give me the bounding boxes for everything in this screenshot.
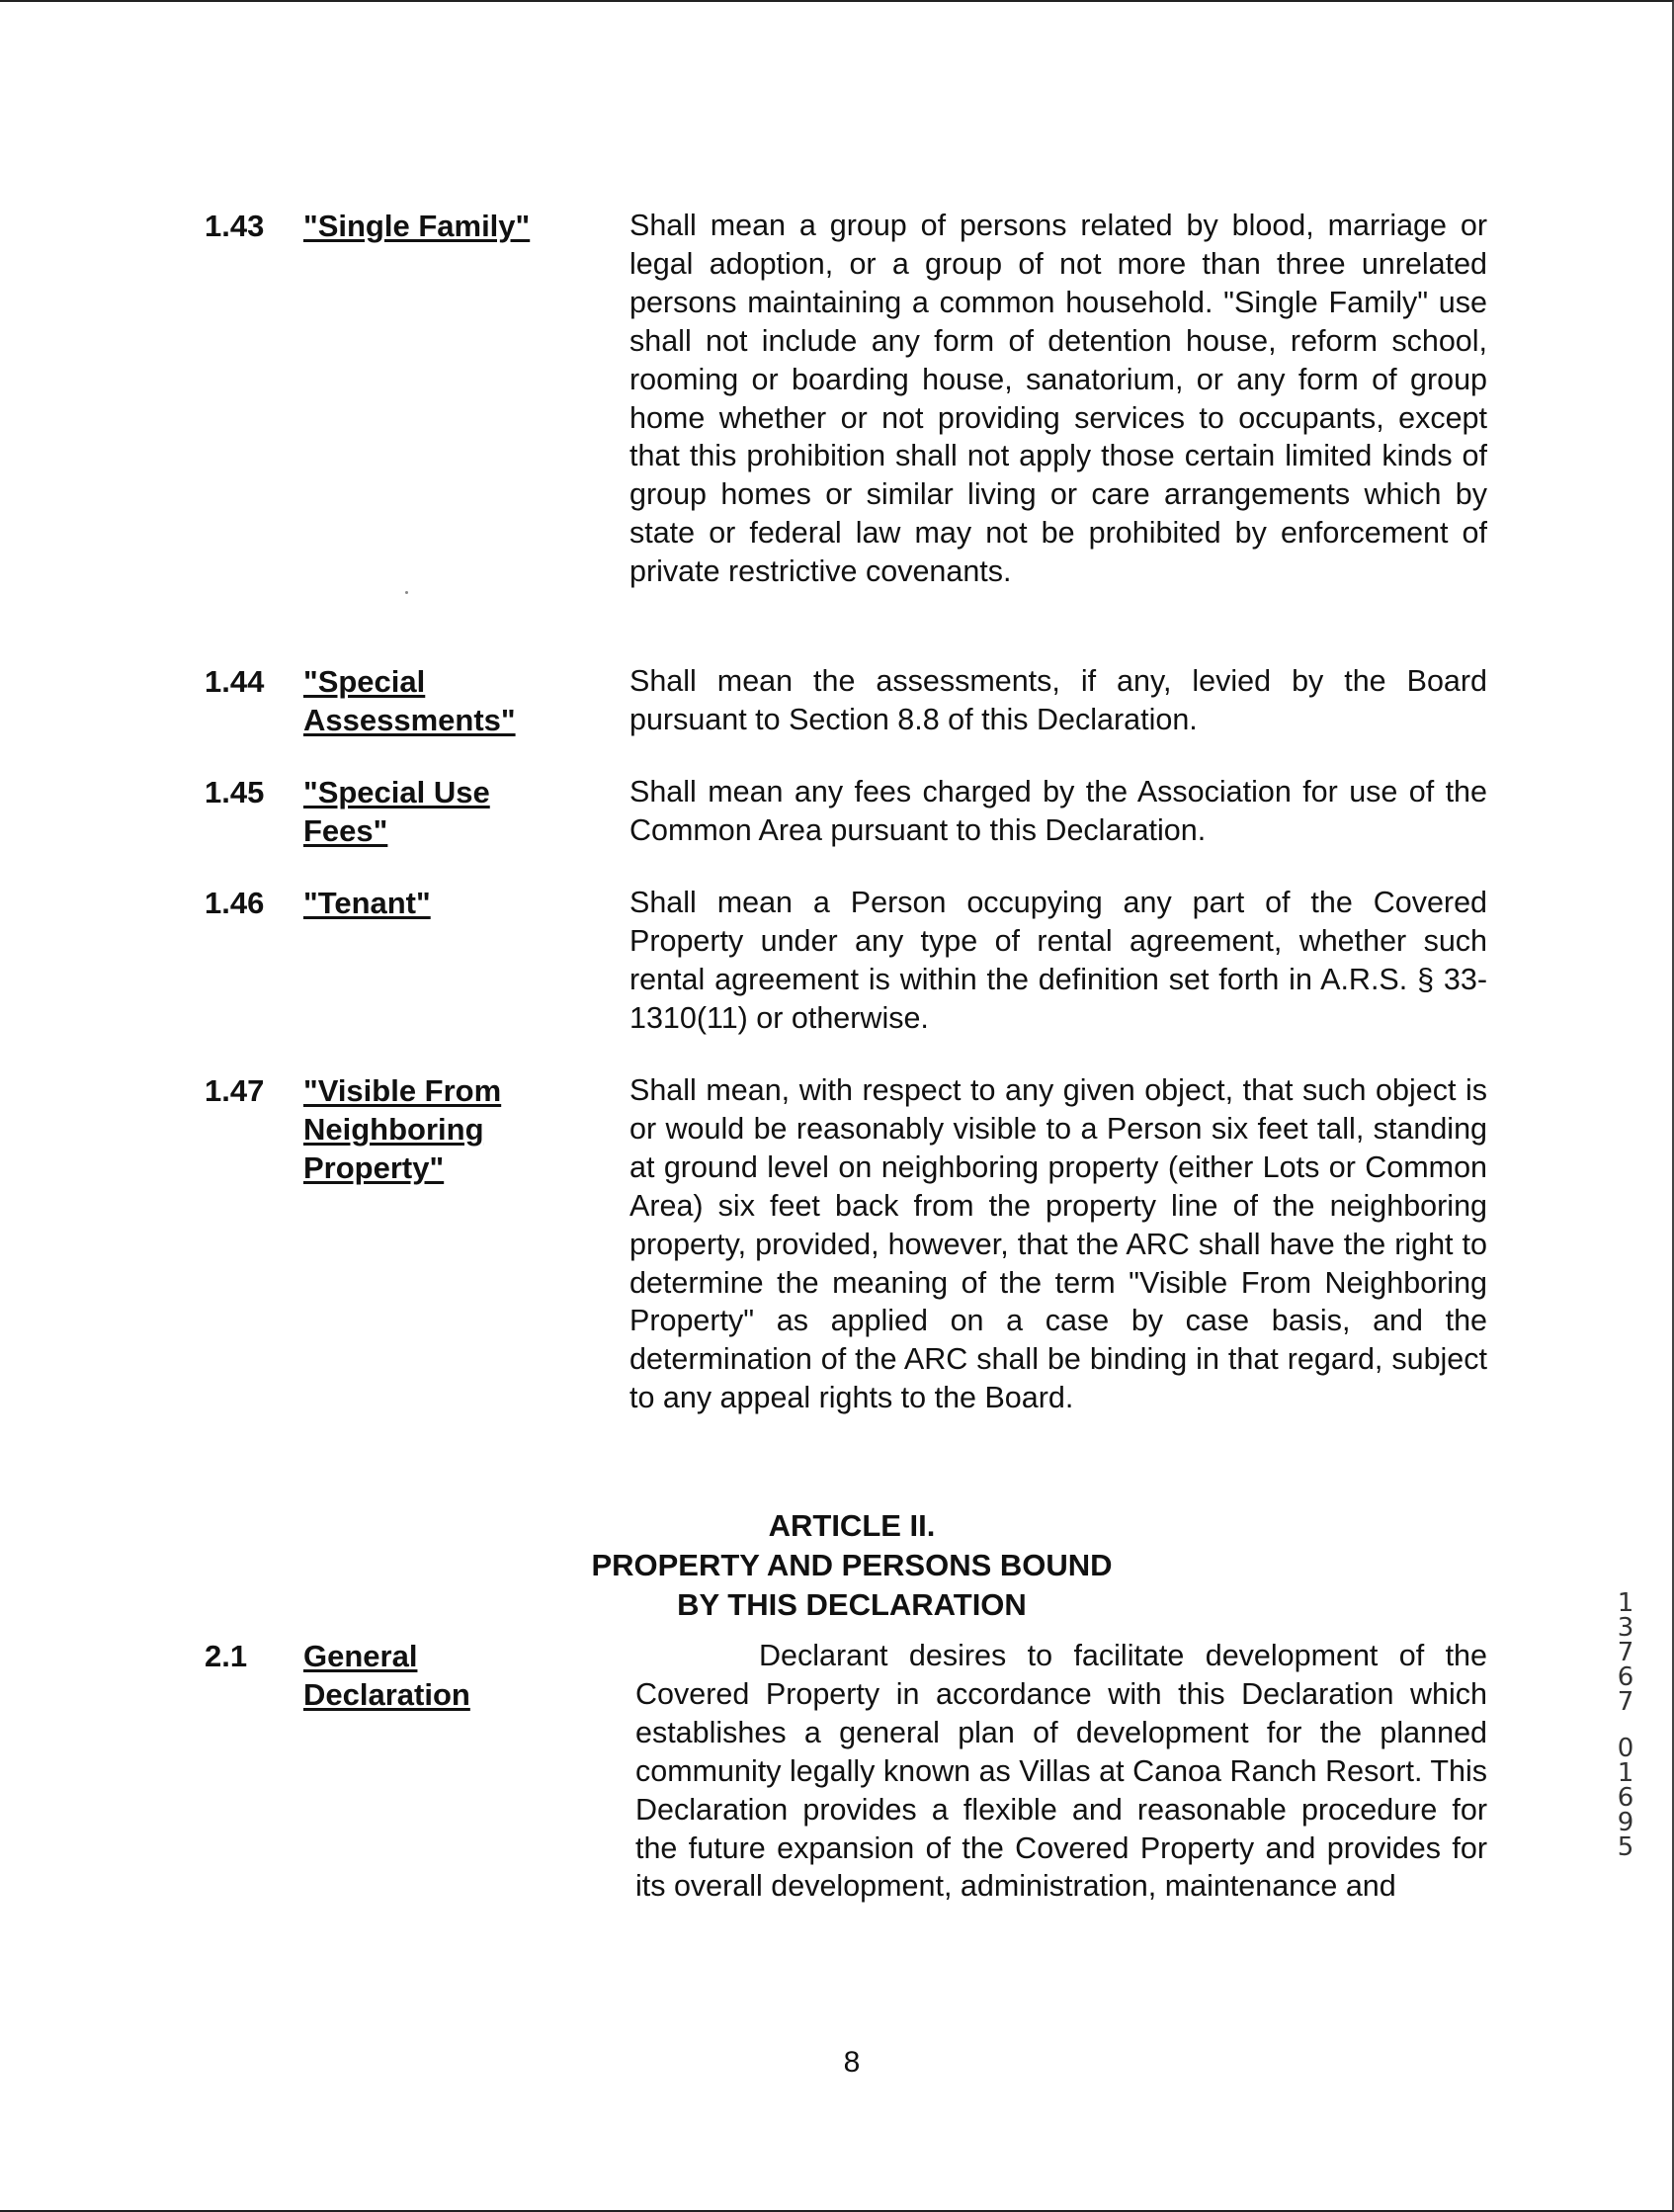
- stamp-digit: 0: [1617, 1734, 1634, 1763]
- scan-speck: [405, 591, 408, 594]
- section-term: "Special Assessments": [303, 664, 516, 737]
- article-subtitle-line-2: BY THIS DECLARATION: [677, 1587, 1027, 1622]
- article-subtitle-line-1: PROPERTY AND PERSONS BOUND: [591, 1548, 1113, 1582]
- definition-1-46: [205, 884, 1489, 1038]
- section-definition: Shall mean a group of persons related by blood, marriage or legal adoption, or a group of not more than three unrelated persons maintaining a common household. "Single Family" use shall not include any form of detention house, reform school, rooming or boarding house, sanatorium, or any form of group home whether or not providing services to occupants, except that this prohibition shall not apply those certain limited kinds of group homes or similar living or care arrangements which by state or federal law may not be prohibited by enforcement of private restrictive covenants.: [629, 209, 1487, 589]
- stamp-digit: 6: [1617, 1662, 1634, 1692]
- stamp-digit: 3: [1617, 1613, 1634, 1643]
- stamp-digit: 9: [1617, 1808, 1634, 1837]
- section-2-1: [205, 1637, 1489, 1906]
- definition-1-47: [205, 1071, 1489, 1417]
- definition-1-43: [205, 207, 1489, 591]
- section-term: General Declaration: [303, 1639, 470, 1712]
- article-heading: [0, 1506, 1674, 1625]
- recording-stamp: [1611, 1588, 1640, 1862]
- definition-1-44: [205, 662, 1489, 739]
- section-number: 1.46: [205, 886, 265, 920]
- section-term: "Special Use Fees": [303, 775, 490, 848]
- definition-1-45: [205, 773, 1489, 850]
- stamp-digit: 7: [1617, 1638, 1634, 1667]
- article-title: ARTICLE II.: [768, 1508, 936, 1543]
- stamp-digit: 6: [1617, 1783, 1634, 1813]
- section-term: "Single Family": [303, 209, 531, 243]
- section-definition: Shall mean a Person occupying any part of the Covered Property under any type of rental agreement, whether such rental agreement is within the definition set forth in A.R.S. § 33-1310(11) or otherwise.: [629, 886, 1487, 1035]
- section-term: "Visible From Neighboring Property": [303, 1073, 502, 1185]
- section-definition: Shall mean the assessments, if any, levied by the Board pursuant to Section 8.8 of this Declaration.: [629, 664, 1487, 736]
- stamp-digit: 1: [1617, 1758, 1634, 1788]
- section-definition: Declarant desires to facilitate development of the Covered Property in accordance with this Declaration which establishes a general plan of development for the planned community legally known as Villas at Canoa Ranch Resort. This Declaration provides a flexible and reasonable procedure for the future expansion of the Covered Property and provides for its overall development, administration, maintenance and: [635, 1639, 1487, 1904]
- stamp-digit: 1: [1617, 1588, 1634, 1618]
- section-definition: Shall mean any fees charged by the Association for use of the Common Area pursuant to this Declaration.: [629, 775, 1487, 847]
- section-definition: Shall mean, with respect to any given object, that such object is or would be reasonably visible to a Person six feet tall, standing at ground level on neighboring property (either Lots or Common Area) six feet back from the property line of the neighboring property, provided, however, that the ARC shall have the right to determine the meaning of the term "Visible From Neighboring Property" as applied on a case by case basis, and the determination of the ARC shall be binding in that regard, subject to any appeal rights to the Board.: [629, 1073, 1487, 1415]
- recording-stamp-vertical: [1611, 1588, 1640, 1862]
- section-number: 1.44: [205, 664, 265, 699]
- page-number: 8: [843, 2046, 861, 2079]
- section-term: "Tenant": [303, 886, 431, 920]
- section-number: 1.47: [205, 1073, 265, 1108]
- section-number: 1.43: [205, 209, 265, 243]
- stamp-digit: 5: [1617, 1832, 1634, 1862]
- stamp-digit: 7: [1617, 1687, 1634, 1717]
- section-number: 2.1: [205, 1639, 248, 1673]
- section-number: 1.45: [205, 775, 265, 809]
